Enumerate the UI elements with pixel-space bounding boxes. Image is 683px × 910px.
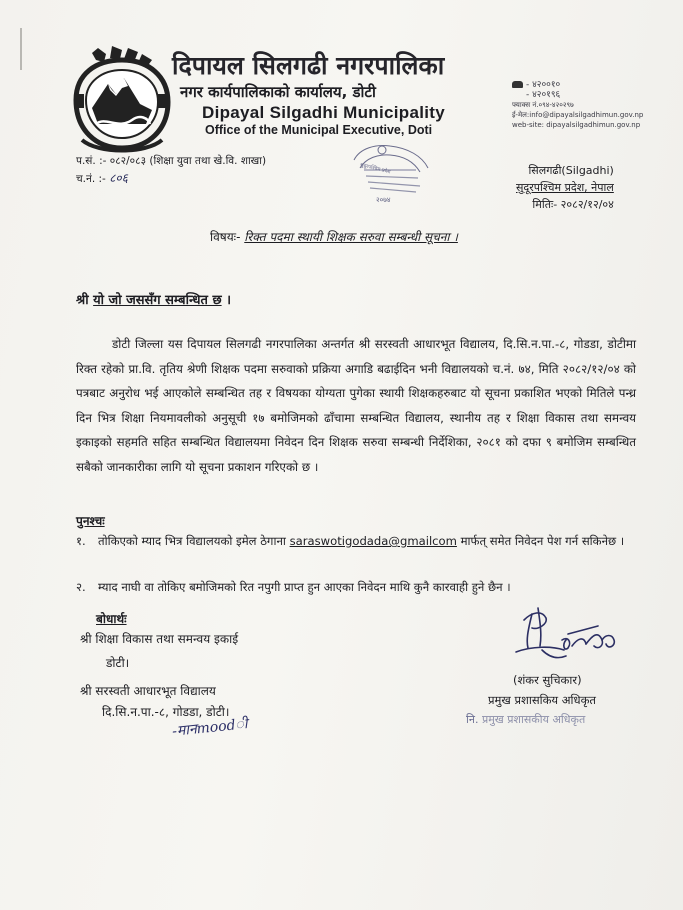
salutation [76, 290, 231, 308]
contact-website: web-site: dipayalsilgadhimun.gov.np [512, 121, 641, 129]
postscript-title: पुनश्चः [76, 514, 105, 528]
copy-to-recipient-1: श्री शिक्षा विकास तथा समन्वय इकाई [80, 632, 239, 646]
signatory-name: (शंकर सुचिकार) [513, 673, 582, 687]
subject-label: विषयः- [210, 230, 241, 244]
contact-block [512, 80, 643, 130]
school-email-link[interactable]: saraswotigodada@gmailcom [289, 534, 457, 548]
contact-email: ई-मेल:info@dipayalsilgadhimun.gov.np [512, 111, 644, 119]
office-subtitle-english: Office of the Municipal Executive, Doti [205, 123, 433, 137]
officer-signature [502, 600, 622, 670]
seal-text: सुदूरपश्चिम प्रदेश [359, 162, 392, 176]
copy-to-recipient-2-place: दि.सि.न.पा.-८, गोडडा, डोटी। [102, 705, 230, 719]
postscript-item-number: १. [76, 534, 86, 548]
copy-to-recipient-1-place: डोटी। [106, 656, 130, 670]
dispatch-number-label: च.नं. :- [76, 173, 106, 185]
handwritten-initials: -मानmoodी [171, 716, 249, 740]
designation-stamp [466, 712, 585, 727]
office-title-english: Dipayal Silgadhi Municipality [202, 103, 445, 122]
stamp-prefix: नि. [466, 713, 479, 726]
salutation-prefix: श्री [76, 293, 89, 308]
postscript-item-text: मार्फत् समेत निवेदन पेश गर्न सकिनेछ । [460, 534, 625, 548]
postscript-item-text: तोकिएको म्याद भित्र विद्यालयको इमेल ठेगाना [98, 534, 286, 548]
phone-number-2: - ४२०१९६ [526, 90, 561, 100]
date-value: २०८२/१२/०४ [560, 198, 614, 211]
salutation-suffix: । [226, 293, 232, 308]
municipality-emblem-icon [62, 44, 180, 162]
stamp-text: प्रमुख प्रशासकीय अधिकृत [481, 713, 586, 726]
date-label: मितिः- [532, 198, 558, 211]
reference-block [76, 153, 266, 188]
office-seal-stamp [346, 140, 434, 206]
postscript-item-text: म्याद नाघी वा तोकिए बमोजिमको रित नपुगी प्राप्त हुन आएका निवेदन माथि कुनै कारवाही हुने छैन । [98, 580, 511, 594]
postscript-item-2 [76, 576, 640, 598]
office-title-nepali: दिपायल सिलगढी नगरपालिका [172, 51, 445, 80]
copy-to-title: बोधार्थः [96, 612, 127, 626]
postscript-item-number: २. [76, 580, 86, 594]
signatory-designation: प्रमुख प्रशासकिय अधिकृत [488, 693, 596, 707]
dispatch-number-value: ८०६ [109, 171, 128, 185]
fax-number: फ्याक्स नं.०९४-४२०२९७ [512, 101, 574, 109]
city-name: सिलगढी(Silgadhi) [528, 164, 614, 177]
salutation-text: यो जो जससँग सम्बन्धित छ [93, 293, 222, 308]
copy-to-recipient-2: श्री सरस्वती आधारभूत विद्यालय [80, 684, 216, 698]
seal-year: २०७४ [376, 196, 391, 204]
phone-number-1: - ४२००१० [526, 80, 561, 90]
subject-text: रिक्त पदमा स्थायी शिक्षक सरुवा सम्बन्धी सूचना । [244, 230, 458, 244]
notice-body: डोटी जिल्ला यस दिपायल सिलगढी नगरपालिका अन्तर्गत श्री सरस्वती आधारभूत विद्यालय, दि.सि.न.पा.-८, गोडडा, डोटीमा रिक्त रहेको प्रा.वि. तृतिय श्रेणी शिक्षक पदमा सरुवाको प्रक्रिया अगाडि बढाईदिन भनी विद्यालयको च.नं. ७४, मिति २०८२/१२/०४ को पत्रबाट अनुरोध भई आएकोले सम्बन्धित तह र विषयका योग्यता पुगेका स्थायी शिक्षकहरुबाट यो सूचना प्रकाशित भएको मितिले पन्ध्र दिन भित्र शिक्षा नियमावलीको अनुसूची १७ बमोजिमको ढाँचामा सम्बन्धित विद्यालय, स्थानीय तह र शिक्षा विकास तथा समन्वय इकाइको सहमति सहित सम्बन्धित विद्यालयमा निवेदन दिन शिक्षक सरुवा सम्बन्धी निर्देशिका, २०८१ को दफा ९ बमोजिम सम्बन्धित सबैको जानकारीका लागि यो सूचना प्रकाशन गरिएको छ । [76, 337, 636, 474]
office-subtitle-nepali: नगर कार्यपालिकाको कार्यालय, डोटी [180, 83, 376, 101]
paper-fold-mark [20, 28, 22, 70]
province-name: सुदूरपश्चिम प्रदेश, नेपाल [516, 181, 614, 194]
telephone-icon [512, 81, 523, 88]
letter-number-label: प.सं. :- [76, 155, 107, 167]
place-date-block [516, 162, 614, 213]
letter-number-value: ०८२/०८३ (शिक्षा युवा तथा खे.वि. शाखा) [109, 155, 267, 167]
postscript-item-1 [76, 530, 640, 574]
subject-line [210, 228, 458, 245]
